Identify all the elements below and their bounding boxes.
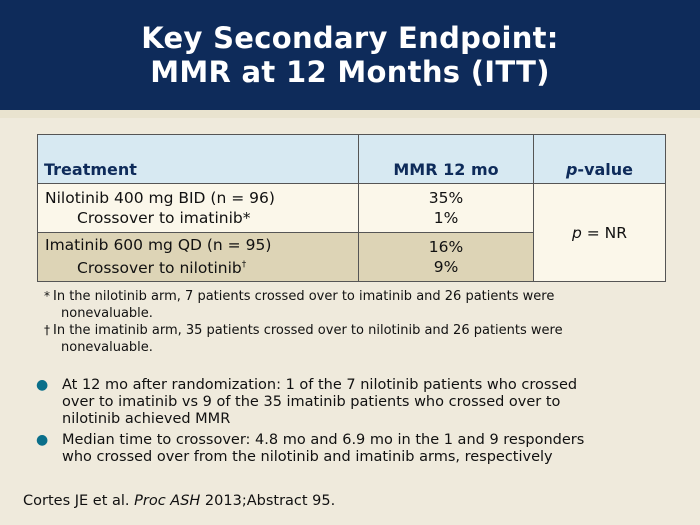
results-table xyxy=(37,134,666,282)
nilotinib-crossover-mmr-value: 1% xyxy=(433,209,459,227)
imatinib-crossover-text: Crossover to nilotinib xyxy=(77,259,242,278)
imatinib-crossover-label xyxy=(45,255,358,278)
bullet-text-line: over to imatinib vs 9 of the 35 imatinib patients who crossed over to xyxy=(62,394,561,410)
footnote-text-line-2: nonevaluable. xyxy=(61,340,153,355)
list-item xyxy=(36,377,676,428)
dagger-mark: † xyxy=(241,260,247,271)
header-treatment: Treatment xyxy=(38,135,359,184)
footnote-dagger xyxy=(44,322,674,356)
bullet-dot-icon: ● xyxy=(36,377,49,393)
table-row xyxy=(38,184,666,233)
footnote-text-line-1: In the imatinib arm, 35 patients crossed over to nilotinib and 26 patients were xyxy=(53,323,563,338)
nilotinib-mmr-cell xyxy=(359,184,534,233)
footnote-asterisk xyxy=(44,288,674,322)
imatinib-crossover-mmr-value: 9% xyxy=(433,258,459,276)
pvalue-italic: p xyxy=(571,223,582,242)
citation-journal: Proc ASH xyxy=(134,493,201,509)
header-mmr: MMR 12 mo xyxy=(359,135,534,184)
title-banner xyxy=(0,0,700,110)
citation-rest: 2013;Abstract 95. xyxy=(200,493,336,509)
nilotinib-crossover-label: Crossover to imatinib* xyxy=(77,209,251,227)
pvalue-rest: = NR xyxy=(581,223,628,242)
bullet-text-line: At 12 mo after randomization: 1 of the 7 nilotinib patients who crossed xyxy=(62,377,578,393)
footnote-text-line-2: nonevaluable. xyxy=(61,306,153,321)
imatinib-arm-cell xyxy=(38,233,359,282)
bullet-text-line: nilotinib achieved MMR xyxy=(62,411,231,427)
bullet-dot-icon: ● xyxy=(36,432,49,448)
imatinib-mmr-cell xyxy=(359,233,534,282)
pvalue-cell xyxy=(534,184,666,282)
citation-authors: Cortes JE et al. xyxy=(23,493,135,509)
table-header-row xyxy=(38,135,666,184)
list-item xyxy=(36,432,676,466)
footnotes xyxy=(44,288,674,356)
bullet-list xyxy=(36,377,676,470)
bullet-text-line: who crossed over from the nilotinib and imatinib arms, respectively xyxy=(62,449,553,465)
title-underband xyxy=(0,110,700,118)
nilotinib-arm-cell xyxy=(38,184,359,233)
nilotinib-arm-label: Nilotinib 400 mg BID (n = 96) xyxy=(45,189,275,207)
footnote-marker: * xyxy=(44,289,50,303)
imatinib-arm-label: Imatinib 600 mg QD (n = 95) xyxy=(45,236,272,255)
slide-title-line-2: MMR at 12 Months (ITT) xyxy=(150,55,550,89)
slide-title-line-1: Key Secondary Endpoint: xyxy=(141,21,559,55)
header-pvalue xyxy=(534,135,666,184)
bullet-text-line: Median time to crossover: 4.8 mo and 6.9 mo in the 1 and 9 responders xyxy=(62,432,585,448)
header-pvalue-italic: p xyxy=(565,160,578,179)
citation xyxy=(23,493,335,509)
footnote-text-line-1: In the nilotinib arm, 7 patients crossed over to imatinib and 26 patients were xyxy=(53,289,555,304)
footnote-marker: † xyxy=(44,323,50,337)
header-pvalue-rest: -value xyxy=(577,160,634,179)
imatinib-mmr-value: 16% xyxy=(428,238,464,256)
nilotinib-mmr-value: 35% xyxy=(428,189,464,207)
